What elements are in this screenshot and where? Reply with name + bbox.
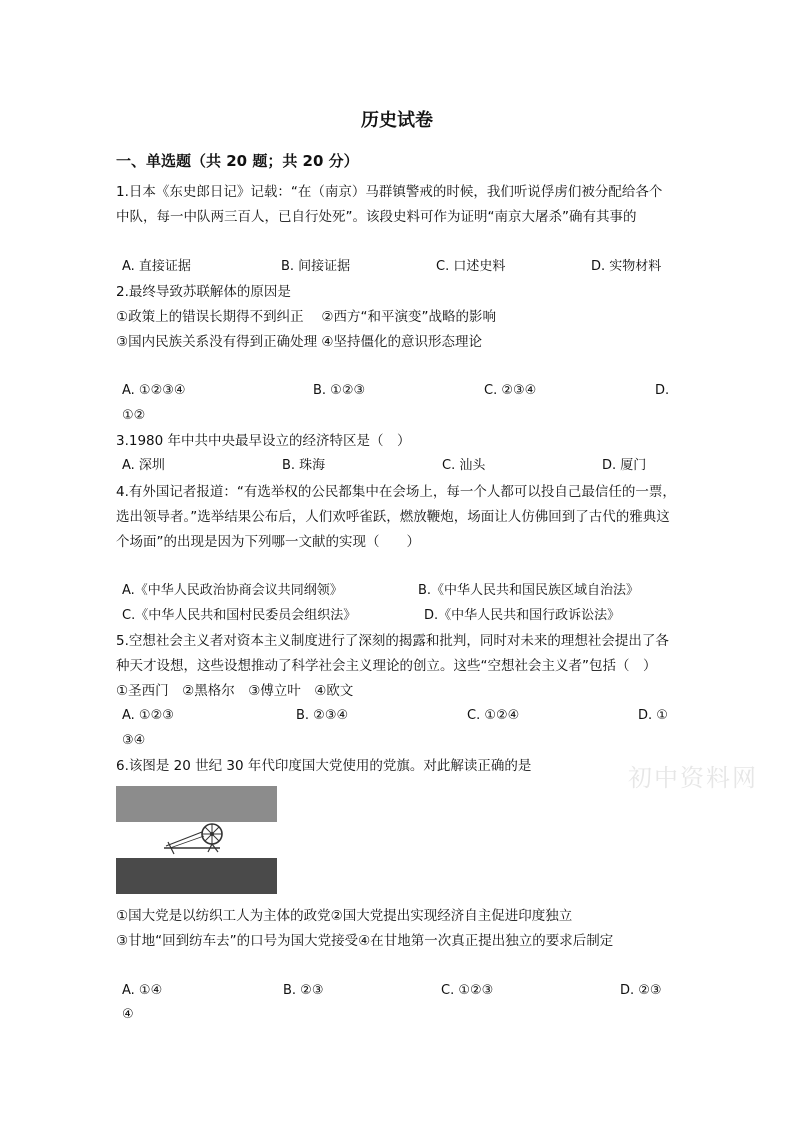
q5-option-c: C. ①②④ — [467, 708, 520, 723]
q2-option-d-value: ①② — [122, 408, 146, 423]
question-4-line-2: 选出领导者。”选举结果公布后，人们欢呼雀跃，燃放鞭炮，场面让人仿佛回到了古代的雅典这 — [116, 509, 670, 525]
q6-option-b: B. ②③ — [283, 983, 324, 998]
q6-option-a: A. ①④ — [122, 983, 163, 998]
q3-option-d: D. 厦门 — [602, 458, 647, 473]
q1-option-b: B. 间接证据 — [281, 259, 351, 274]
q1-option-a: A. 直接证据 — [122, 259, 191, 274]
q4-option-a: A.《中华人民政治协商会议共同纲领》 — [122, 583, 343, 598]
q2-option-a: A. ①②③④ — [122, 383, 186, 398]
q5-option-d-value: ③④ — [122, 733, 146, 748]
question-6-line-1: 6.该图是 20 世纪 30 年代印度国大党使用的党旗。对此解读正确的是 — [116, 758, 532, 774]
q6-option-c: C. ①②③ — [441, 983, 494, 998]
question-6-line-2: ①国大党是以纺织工人为主体的政党②国大党提出实现经济自主促进印度独立 — [116, 908, 573, 924]
q4-option-c: C.《中华人民共和国村民委员会组织法》 — [122, 608, 357, 623]
flag-top-stripe — [116, 786, 277, 822]
question-5-line-3: ①圣西门 ②黑格尔 ③傅立叶 ④欧文 — [116, 683, 354, 699]
question-6-line-3: ③甘地“回到纺车去”的口号为国大党接受④在甘地第一次真正提出独立的要求后制定 — [116, 933, 614, 949]
q3-option-b: B. 珠海 — [282, 458, 326, 473]
question-2-line-2: ①政策上的错误长期得不到纠正 ②西方“和平演变”战略的影响 — [116, 309, 496, 325]
spinning-wheel-icon — [160, 818, 230, 858]
q4-option-b: B.《中华人民共和国民族区域自治法》 — [418, 583, 640, 598]
q3-option-c: C. 汕头 — [442, 458, 486, 473]
q6-option-d: D. ②③ — [620, 983, 662, 998]
q5-option-a: A. ①②③ — [122, 708, 174, 723]
q1-option-c: C. 口述史料 — [436, 259, 506, 274]
question-2-line-3: ③国内民族关系没有得到正确处理 ④坚持僵化的意识形态理论 — [116, 334, 482, 350]
q5-option-d: D. ① — [638, 708, 668, 723]
question-4-line-1: 4.有外国记者报道：“有选举权的公民都集中在会场上，每一个人都可以投自己最信任的一票， — [116, 484, 676, 500]
question-1-line-2: 中队，每一中队两三百人，已自行处死”。该段史料可作为证明“南京大屠杀”确有其事的 — [116, 209, 637, 225]
q5-option-b: B. ②③④ — [296, 708, 349, 723]
q3-option-a: A. 深圳 — [122, 458, 165, 473]
section-heading: 一、单选题（共 20 题；共 20 分） — [116, 152, 359, 170]
page-title: 历史试卷 — [361, 110, 433, 131]
question-3-line-1: 3.1980 年中共中央最早设立的经济特区是（ ） — [116, 433, 411, 449]
question-4-line-3: 个场面”的出现是因为下列哪一文献的实现（ ） — [116, 534, 420, 550]
q4-option-d: D.《中华人民共和国行政诉讼法》 — [424, 608, 621, 623]
q2-option-b: B. ①②③ — [313, 383, 366, 398]
q2-option-d: D. — [655, 383, 670, 398]
question-5-line-2: 种天才设想，这些设想推动了科学社会主义理论的创立。这些“空想社会主义者”包括（ ） — [116, 658, 657, 674]
question-5-line-1: 5.空想社会主义者对资本主义制度进行了深刻的揭露和批判，同时对未来的理想社会提出了各 — [116, 633, 669, 649]
q6-option-d-value: ④ — [122, 1007, 134, 1022]
watermark-text: 初中资料网 — [628, 764, 758, 792]
question-1-line-1: 1.日本《东史郎日记》记载：“在（南京）马群镇警戒的时候，我们听说俘虏们被分配给各个 — [116, 184, 663, 200]
q2-option-c: C. ②③④ — [484, 383, 537, 398]
question-2-line-1: 2.最终导致苏联解体的原因是 — [116, 284, 291, 300]
q1-option-d: D. 实物材料 — [591, 259, 662, 274]
flag-bottom-stripe — [116, 858, 277, 894]
